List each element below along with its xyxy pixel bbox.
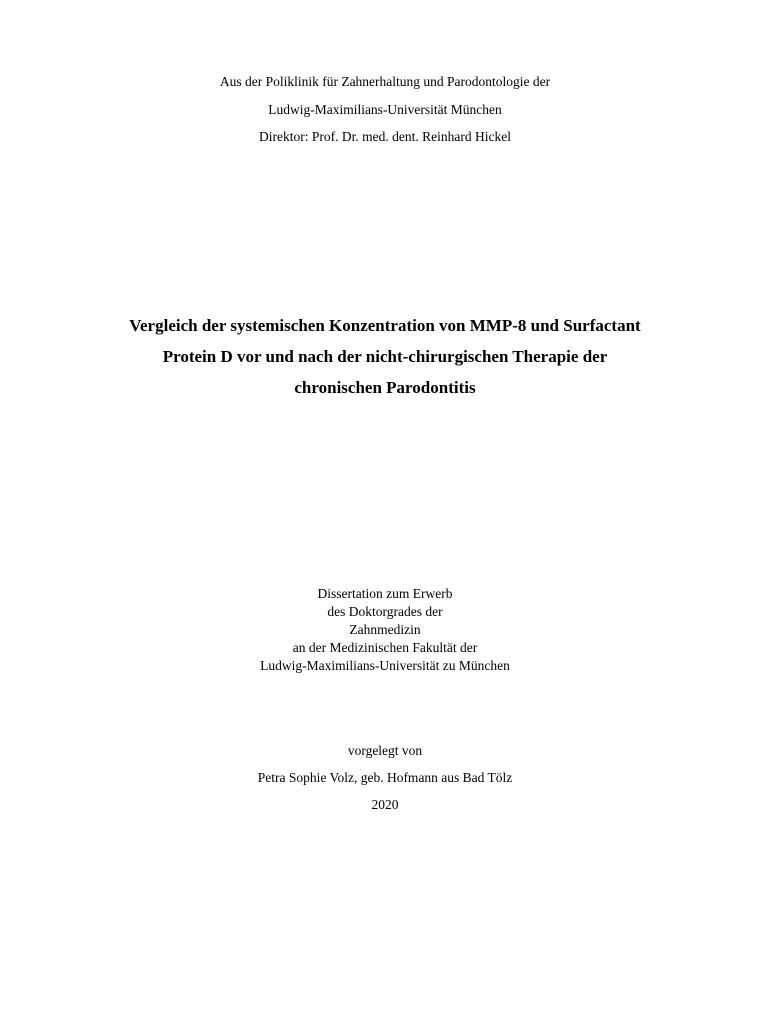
thesis-title-line-1: Vergleich der systemischen Konzentration von MMP-8 und Surfactant bbox=[129, 316, 641, 335]
dissertation-line-4: an der Medizinischen Fakultät der bbox=[292, 640, 478, 655]
submitted-by-label: vorgelegt von bbox=[347, 743, 423, 758]
author-line: Petra Sophie Volz, geb. Hofmann aus Bad Tölz bbox=[257, 770, 513, 785]
dissertation-line-5: Ludwig-Maximilians-Universität zu München bbox=[260, 658, 510, 673]
institution-line: Aus der Poliklinik für Zahnerhaltung und Parodontologie der bbox=[219, 74, 551, 89]
dissertation-line-2: des Doktorgrades der bbox=[327, 604, 443, 619]
thesis-title-line-2: Protein D vor und nach der nicht-chirurgischen Therapie der bbox=[162, 347, 608, 366]
year-line: 2020 bbox=[371, 797, 399, 812]
thesis-title-line-3: chronischen Parodontitis bbox=[294, 378, 476, 397]
dissertation-line-3: Zahnmedizin bbox=[349, 622, 421, 637]
dissertation-line-1: Dissertation zum Erwerb bbox=[317, 586, 453, 601]
director-line: Direktor: Prof. Dr. med. dent. Reinhard Hickel bbox=[259, 129, 511, 144]
university-line: Ludwig-Maximilians-Universität München bbox=[268, 102, 502, 117]
